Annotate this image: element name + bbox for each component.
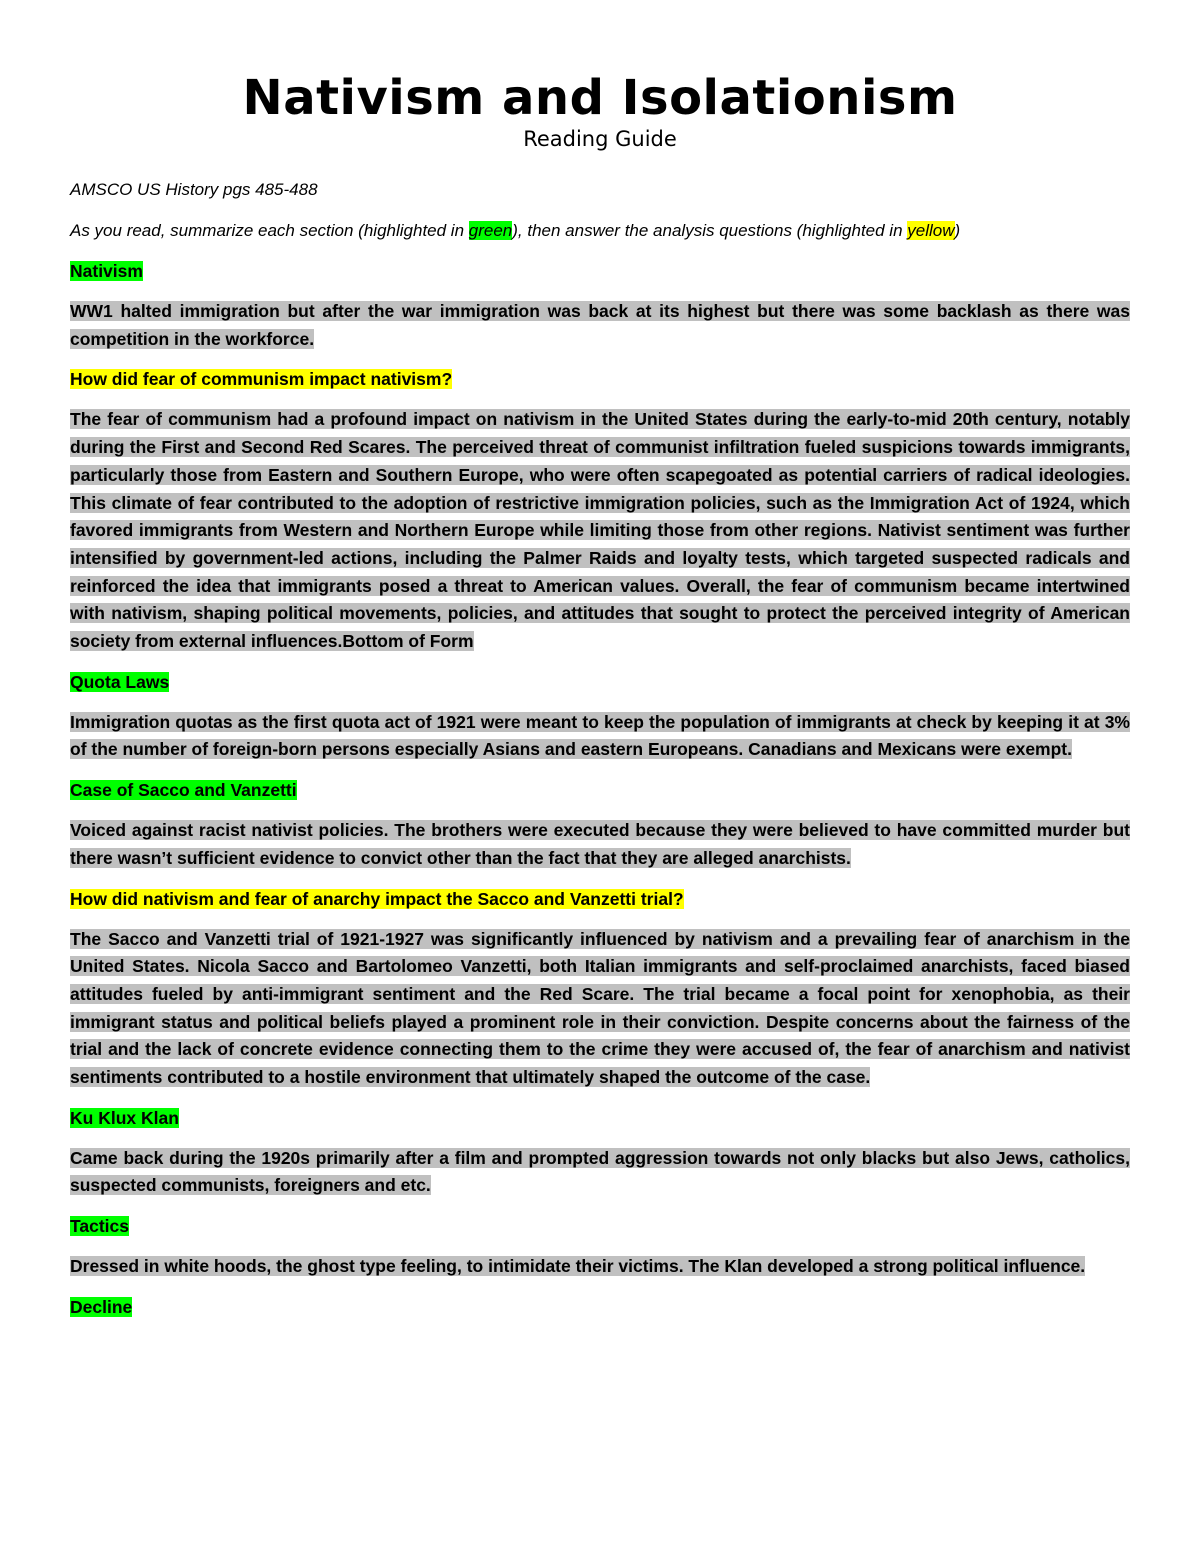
answer-quota-laws-text: Immigration quotas as the first quota act of 1921 were meant to keep the population of immigrants at check by keeping it at 3% of the number of foreign-born persons especially Asians and eastern Europeans. Canadians and Mexicans were exempt. [70, 711, 1130, 760]
section-heading-nativism [70, 258, 1130, 285]
question-heading-communism-text: How did fear of communism impact nativism? [70, 369, 453, 390]
section-heading-quota-laws [70, 669, 1130, 696]
answer-kkk [70, 1145, 1130, 1200]
answer-nativism [70, 298, 1130, 353]
answer-sacco-vanzetti [70, 817, 1130, 872]
instructions-text-1: As you read, summarize each section (highlighted in [70, 221, 469, 240]
answer-anarchy [70, 926, 1130, 1092]
question-heading-anarchy [70, 886, 1130, 913]
answer-anarchy-text: The Sacco and Vanzetti trial of 1921-1927 was significantly influenced by nativism and a prevailing fear of anarchism in the United States. Nicola Sacco and Bartolomeo Vanzetti, both Italian immigrants and self-proclaimed anarchists, faced biased attitudes fueled by anti-immigrant sentiment and the Red Scare. The trial became a focal point for xenophobia, as their immigrant status and political beliefs played a prominent role in their conviction. Despite concerns about the fairness of the trial and the lack of concrete evidence connecting them to the crime they were accused of, the fear of anarchism and nativist sentiments contributed to a hostile environment that ultimately shaped the outcome of the case. [70, 928, 1130, 1088]
answer-communism-text: The fear of communism had a profound impact on nativism in the United States during the early-to-mid 20th century, notably during the First and Second Red Scares. The perceived threat of communist infiltration fueled suspicions towards immigrants, particularly those from Eastern and Southern Europe, who were often scapegoated as potential carriers of radical ideologies. This climate of fear contributed to the adoption of restrictive immigration policies, such as the Immigration Act of 1924, which favored immigrants from Western and Northern Europe while limiting those from other regions. Nativist sentiment was further intensified by government-led actions, including the Palmer Raids and loyalty tests, which targeted suspected radicals and reinforced the idea that immigrants posed a threat to American values. Overall, the fear of communism became intertwined with nativism, shaping political movements, policies, and attitudes that sought to protect the perceived integrity of American society from external influences.Bottom of Form [70, 409, 1130, 652]
section-heading-quota-laws-text: Quota Laws [70, 671, 170, 692]
instructions-text-2: ), then answer the analysis questions (highlighted in [512, 221, 908, 240]
section-heading-nativism-text: Nativism [70, 261, 143, 281]
source-reference: AMSCO US History pgs 485-488 [70, 180, 318, 199]
answer-tactics [70, 1253, 1130, 1281]
answer-tactics-text: Dressed in white hoods, the ghost type feeling, to intimidate their victims. The Klan developed a strong political influence. [70, 1256, 1086, 1277]
instructions-text-3: ) [954, 221, 961, 240]
answer-kkk-text: Came back during the 1920s primarily after a film and prompted aggression towards not only blacks but also Jews, catholics, suspected communists, foreigners and etc. [70, 1147, 1130, 1196]
answer-sacco-vanzetti-text: Voiced against racist nativist policies. The brothers were executed because they were believed to have committed murder but there wasn’t sufficient evidence to convict other than the fact that they are alleged anarchists. [70, 820, 1130, 868]
section-heading-decline [70, 1294, 1130, 1321]
instructions [70, 217, 1130, 245]
section-heading-sacco-vanzetti-text: Case of Sacco and Vanzetti [70, 780, 297, 801]
yellow-highlight-word: yellow [907, 221, 955, 240]
document-body [70, 176, 1130, 1334]
section-heading-kkk [70, 1105, 1130, 1132]
section-heading-kkk-text: Ku Klux Klan [70, 1107, 179, 1128]
section-heading-tactics-text: Tactics [70, 1216, 130, 1237]
section-heading-tactics [70, 1213, 1130, 1240]
section-heading-decline-text: Decline [70, 1296, 133, 1317]
page-title: Nativism and Isolationism [242, 70, 958, 126]
answer-communism [70, 406, 1130, 655]
question-heading-anarchy-text: How did nativism and fear of anarchy impact the Sacco and Vanzetti trial? [70, 888, 684, 909]
answer-nativism-text: WW1 halted immigration but after the war immigration was back at its highest but there was some backlash as there was competition in the workforce. [70, 301, 1130, 349]
green-highlight-word: green [468, 221, 513, 240]
question-heading-communism [70, 366, 1130, 393]
page-subtitle: Reading Guide [523, 127, 677, 151]
answer-quota-laws [70, 709, 1130, 764]
section-heading-sacco-vanzetti [70, 777, 1130, 804]
